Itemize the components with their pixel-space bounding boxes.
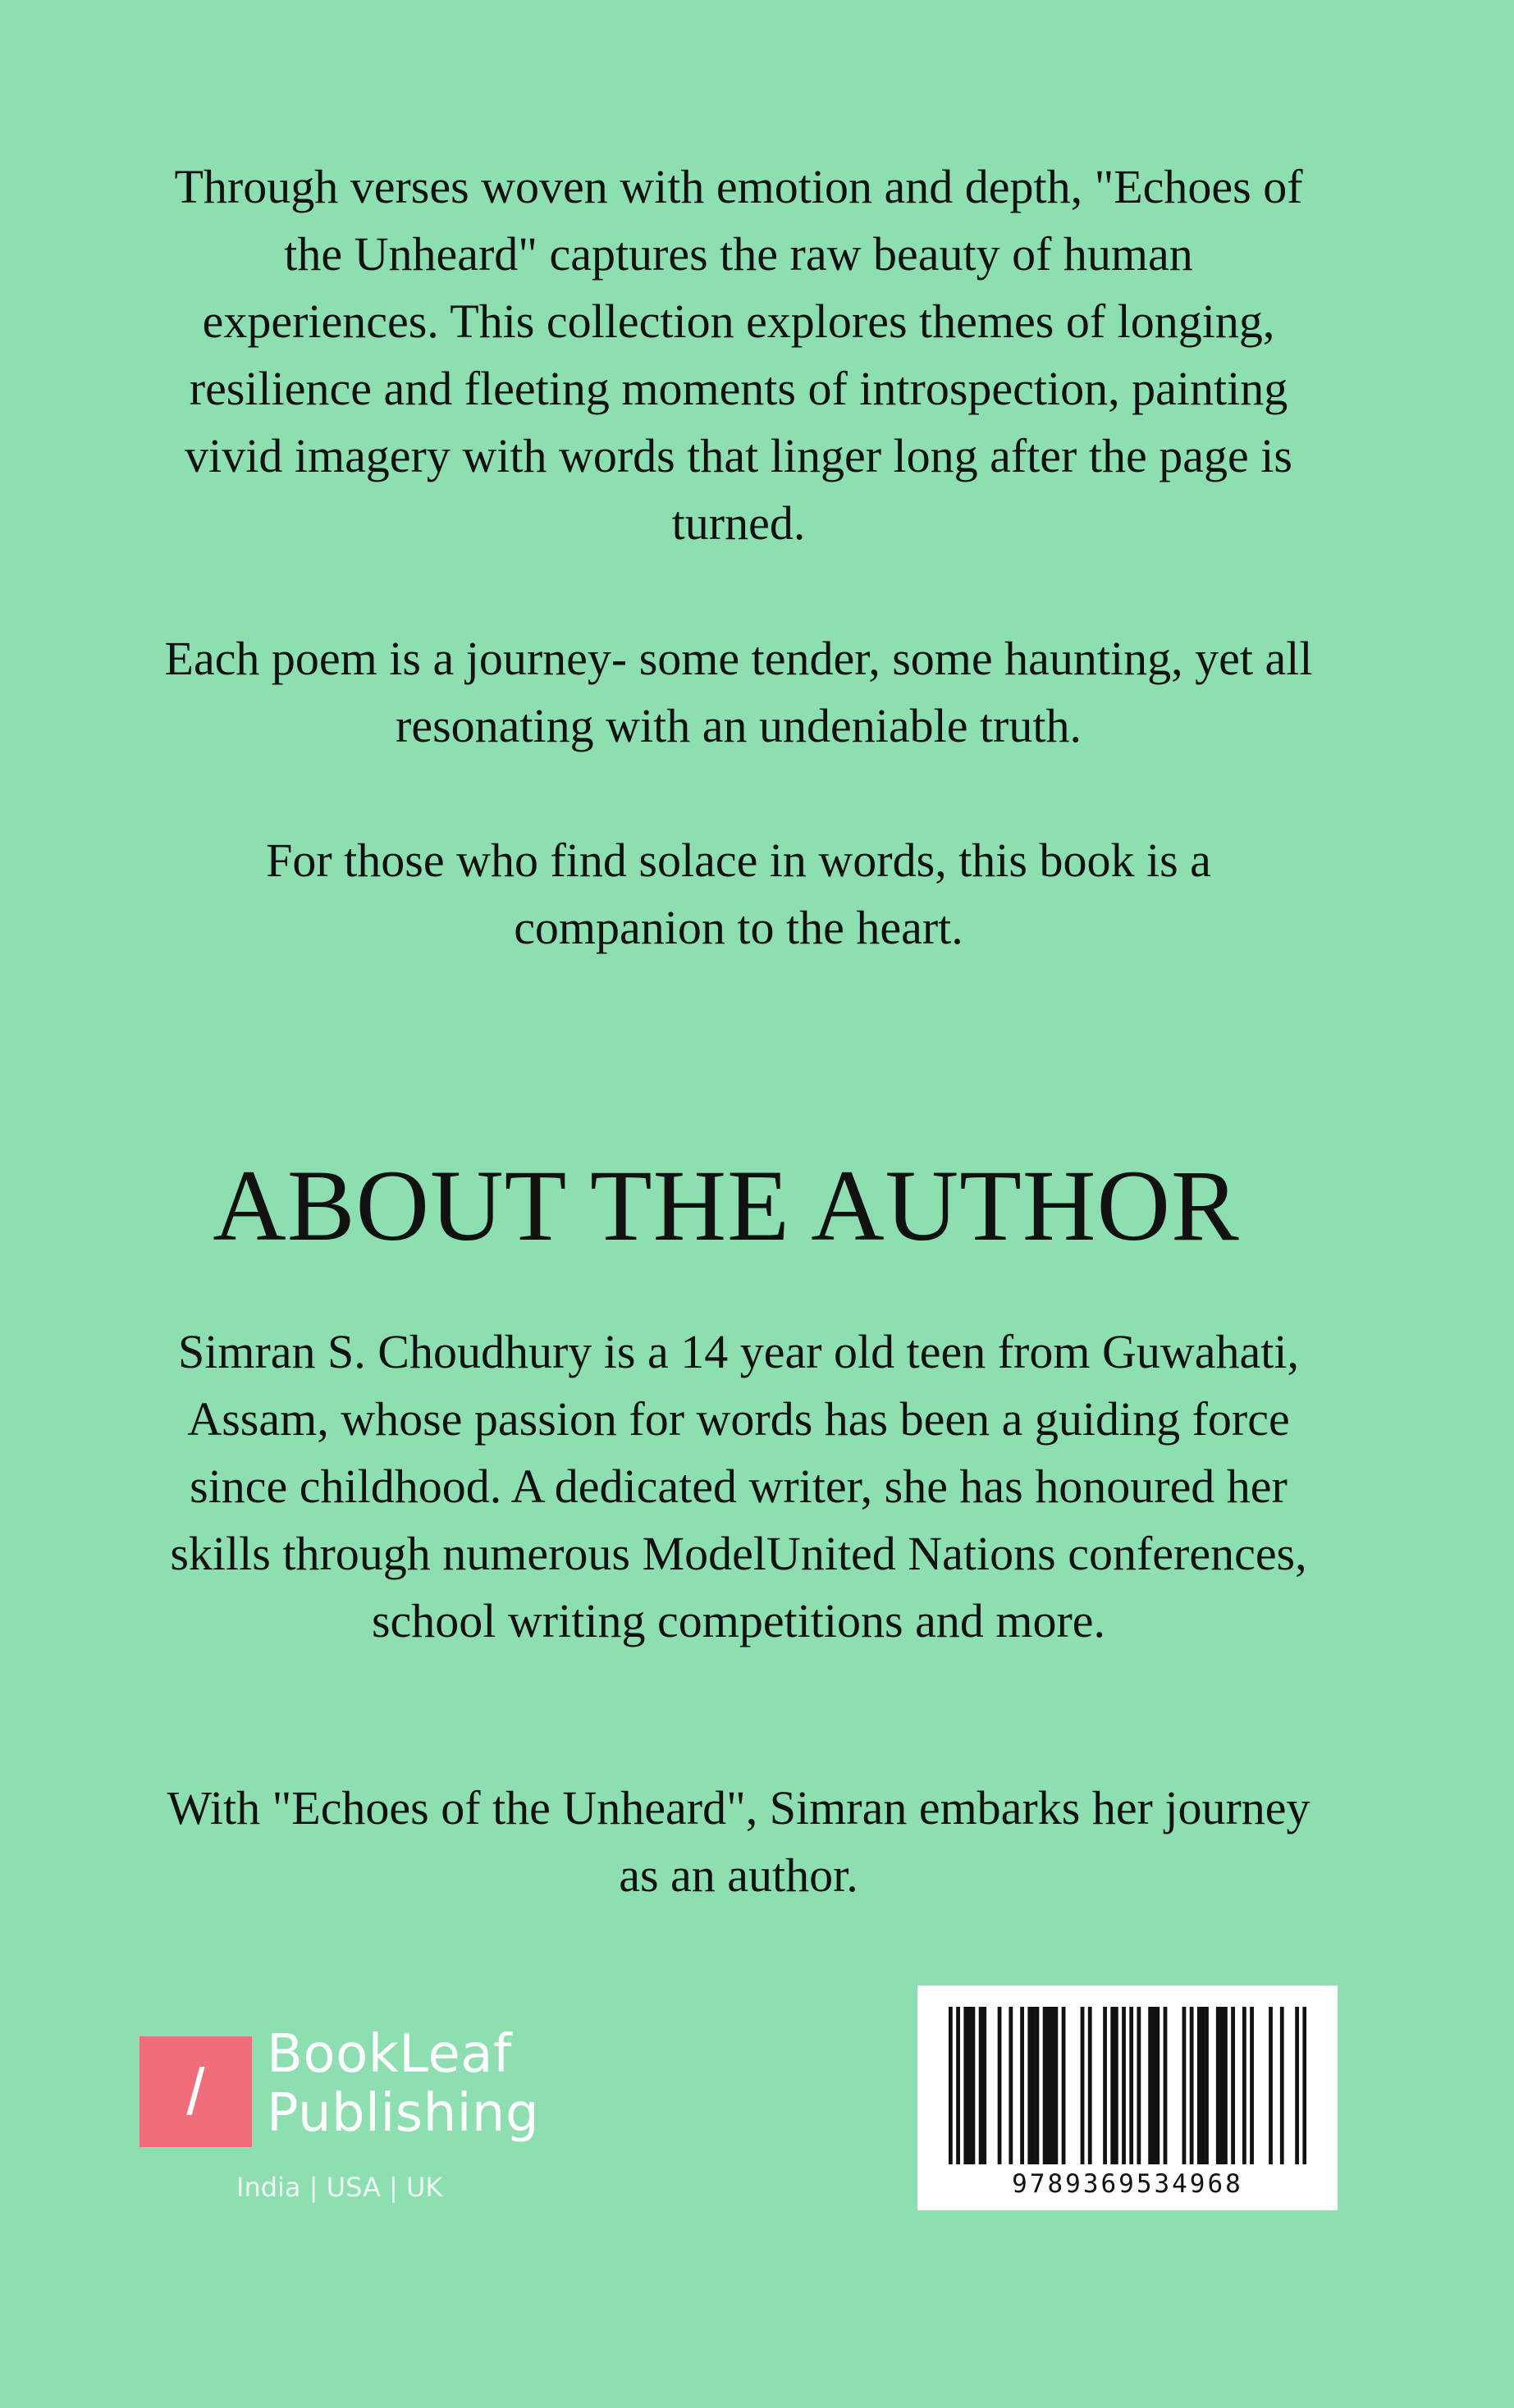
publisher-name: [267, 2025, 539, 2143]
barcode-bar: [1031, 2007, 1036, 2164]
barcode-bar: [1302, 2007, 1306, 2164]
blurb-paragraph-2: Each poem is a journey- some tender, some haunting, yet all resonating with an undeniable truth.: [164, 632, 1313, 752]
barcode-bar: [1205, 2007, 1209, 2164]
barcode-bar: [1242, 2007, 1246, 2164]
barcode-bar: [1110, 2007, 1114, 2164]
barcode-bar: [1114, 2007, 1118, 2164]
barcode-bar: [1036, 2007, 1040, 2164]
barcode-bar: [1129, 2007, 1133, 2164]
isbn-number: 9789369534968: [1012, 2169, 1243, 2199]
barcode-bar: [1050, 2007, 1054, 2164]
barcode-bar: [949, 2007, 953, 2164]
barcode-bar: [1155, 2007, 1160, 2164]
barcode-bar: [1216, 2007, 1220, 2164]
barcode-bar: [1182, 2007, 1187, 2164]
barcode-bar: [1152, 2007, 1156, 2164]
barcode-bar: [1137, 2007, 1141, 2164]
author-bio-paragraph-2: With "Echoes of the Unheard", Simran embarks her journey as an author.: [167, 1781, 1310, 1902]
barcode-bar: [1250, 2007, 1254, 2164]
barcode-bar: [1020, 2007, 1024, 2164]
publisher-logo: [140, 2025, 566, 2214]
barcode-bar: [1219, 2007, 1224, 2164]
barcode-bar: [1231, 2007, 1235, 2164]
barcode-bar: [967, 2007, 972, 2164]
barcode-bar: [1295, 2007, 1299, 2164]
barcode-bar: [982, 2007, 986, 2164]
author-bio-paragraph-1: Simran S. Choudhury is a 14 year old teen from Guwahati, Assam, whose passion for words has been a guiding force since childhood. A dedicated writer, she has honoured her skills through numerous ModelUnited Nations conferences, school writing competitions and more.: [170, 1325, 1307, 1647]
barcode-bar: [1054, 2007, 1059, 2164]
barcode-bars: [949, 2007, 1306, 2164]
barcode-bar: [1103, 2007, 1107, 2164]
barcode-bar: [1046, 2007, 1050, 2164]
barcode-bar: [1280, 2007, 1284, 2164]
barcode-bar: [1269, 2007, 1273, 2164]
barcode-bar: [1201, 2007, 1205, 2164]
blurb-paragraph-1: Through verses woven with emotion and depth, "Echoes of the Unheard" captures the raw beauty of human experiences. This collection explores themes of longing, resilience and fleeting moments of introspection, painting vivid imagery with words that linger long after the page is turned.: [174, 160, 1303, 550]
publisher-name-line1: BookLeaf: [267, 2024, 512, 2085]
barcode-bar: [1190, 2007, 1194, 2164]
publisher-regions: India | USA | UK: [236, 2172, 443, 2203]
publisher-logo-mark: [140, 2036, 252, 2147]
barcode-bar: [956, 2007, 960, 2164]
barcode-bar: [998, 2007, 1002, 2164]
publisher-name-line2: Publishing: [267, 2083, 540, 2144]
isbn-barcode: [917, 1985, 1338, 2210]
about-author-heading: ABOUT THE AUTHOR: [213, 1149, 1240, 1262]
barcode-bar: [1197, 2007, 1201, 2164]
barcode-bar: [979, 2007, 983, 2164]
barcode-bar: [1027, 2007, 1031, 2164]
slash-icon: /: [186, 2055, 205, 2128]
barcode-bar: [1224, 2007, 1228, 2164]
barcode-bar: [1062, 2007, 1066, 2164]
barcode-bar: [1148, 2007, 1152, 2164]
barcode-bar: [1043, 2007, 1047, 2164]
barcode-bar: [1164, 2007, 1168, 2164]
barcode-bar: [972, 2007, 976, 2164]
barcode-bar: [1088, 2007, 1092, 2164]
barcode-bar: [1122, 2007, 1126, 2164]
blurb-paragraph-3: For those who find solace in words, this book is a companion to the heart.: [266, 834, 1211, 954]
barcode-bar: [1081, 2007, 1085, 2164]
barcode-bar: [1009, 2007, 1013, 2164]
barcode-bar: [963, 2007, 967, 2164]
